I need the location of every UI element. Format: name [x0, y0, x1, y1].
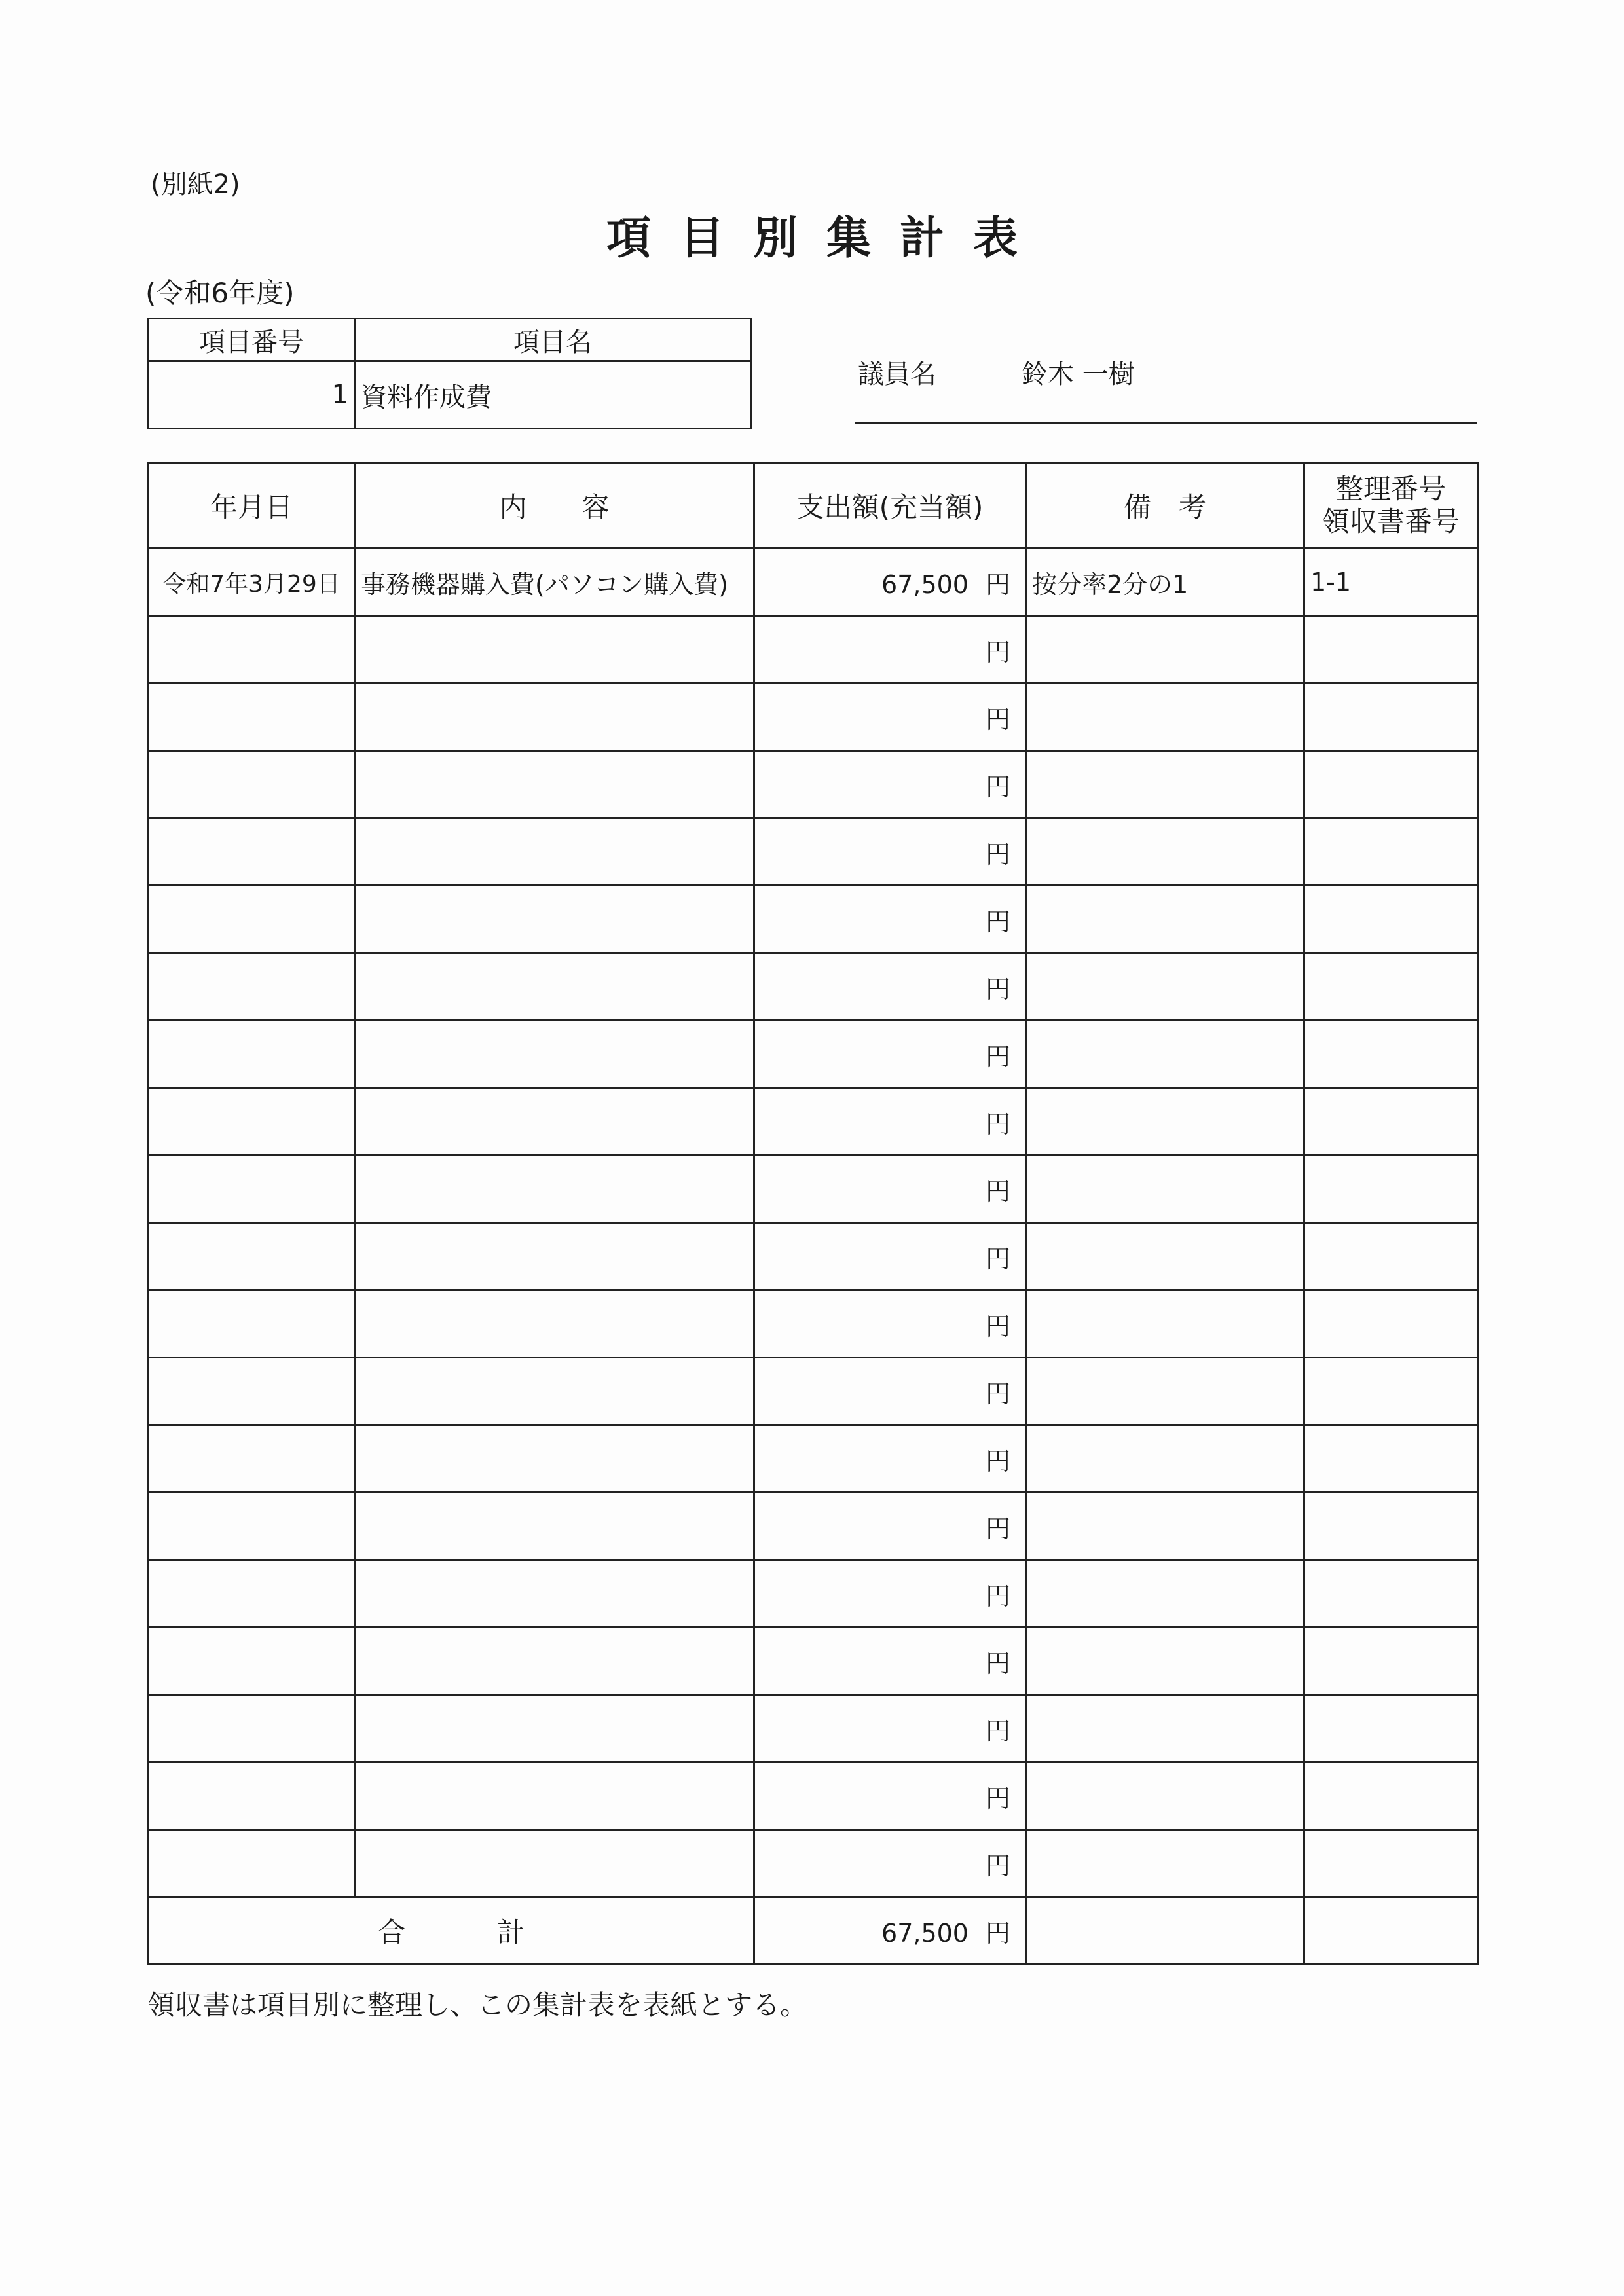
row-note — [1026, 818, 1304, 886]
row-yen: 円 — [985, 1716, 1010, 1745]
table-row — [149, 1560, 1478, 1628]
row-note — [1026, 1223, 1304, 1290]
row-date — [149, 886, 355, 953]
row-note: 按分率2分の1 — [1026, 549, 1304, 616]
row-yen: 円 — [985, 1311, 1010, 1341]
row-date — [149, 953, 355, 1021]
row-amount-cell — [754, 751, 1026, 818]
row-content — [355, 1493, 754, 1560]
row-date — [149, 1695, 355, 1762]
row-content — [355, 1156, 754, 1223]
table-row — [149, 616, 1478, 683]
row-amount-cell — [754, 1830, 1026, 1897]
row-note — [1026, 683, 1304, 751]
row-note — [1026, 1493, 1304, 1560]
row-note — [1026, 616, 1304, 683]
table-header-row — [149, 463, 1478, 549]
row-note — [1026, 1560, 1304, 1628]
row-amount-cell — [754, 886, 1026, 953]
table-row — [149, 549, 1478, 616]
row-content — [355, 1290, 754, 1358]
row-yen: 円 — [985, 1042, 1010, 1071]
row-receipt — [1304, 1493, 1478, 1560]
row-amount-cell — [754, 1156, 1026, 1223]
row-date — [149, 616, 355, 683]
total-note-cell — [1026, 1897, 1304, 1965]
row-amount-cell — [754, 1560, 1026, 1628]
row-note — [1026, 1425, 1304, 1493]
row-yen: 円 — [985, 907, 1010, 936]
row-receipt — [1304, 1290, 1478, 1358]
header-date: 年月日 — [149, 463, 355, 549]
row-receipt — [1304, 1223, 1478, 1290]
fiscal-year: (令和6年度) — [145, 277, 295, 309]
row-receipt: 1-1 — [1304, 549, 1478, 616]
row-yen: 円 — [985, 637, 1010, 666]
table-row — [149, 953, 1478, 1021]
header-amount: 支出額(充当額) — [754, 463, 1026, 549]
item-number-header: 項目番号 — [149, 319, 355, 361]
expense-table — [147, 462, 1479, 1965]
row-amount-cell — [754, 1628, 1026, 1695]
row-content — [355, 1425, 754, 1493]
row-receipt — [1304, 1695, 1478, 1762]
row-note — [1026, 1290, 1304, 1358]
row-content — [355, 1762, 754, 1830]
header-receipt-line1: 整理番号 — [1335, 473, 1446, 505]
row-content: 事務機器購入費(パソコン購入費) — [355, 549, 754, 616]
table-row — [149, 1290, 1478, 1358]
row-content — [355, 1358, 754, 1425]
row-date — [149, 1021, 355, 1088]
row-yen: 円 — [985, 839, 1010, 869]
row-content — [355, 751, 754, 818]
row-date — [149, 1358, 355, 1425]
row-content — [355, 1021, 754, 1088]
row-amount-cell — [754, 1425, 1026, 1493]
row-date: 令和7年3月29日 — [149, 549, 355, 616]
member-block — [858, 354, 1135, 391]
table-row — [149, 886, 1478, 953]
row-note — [1026, 1628, 1304, 1695]
row-content — [355, 953, 754, 1021]
total-row — [149, 1897, 1478, 1965]
row-content — [355, 1695, 754, 1762]
table-row — [149, 1695, 1478, 1762]
member-name: 鈴木 一樹 — [1022, 359, 1135, 390]
row-date — [149, 1223, 355, 1290]
row-yen: 円 — [985, 1446, 1010, 1476]
row-amount-cell — [754, 1695, 1026, 1762]
total-yen: 円 — [985, 1918, 1010, 1948]
header-content: 内 容 — [355, 463, 754, 549]
row-yen: 円 — [985, 1244, 1010, 1273]
row-date — [149, 1156, 355, 1223]
row-content — [355, 616, 754, 683]
row-date — [149, 751, 355, 818]
row-date — [149, 1762, 355, 1830]
item-name-header: 項目名 — [355, 319, 751, 361]
row-receipt — [1304, 1425, 1478, 1493]
header-receipt-line2: 領収書番号 — [1321, 505, 1460, 538]
row-receipt — [1304, 1830, 1478, 1897]
row-yen: 円 — [985, 570, 1010, 599]
row-yen: 円 — [985, 772, 1010, 801]
row-amount-cell — [754, 549, 1026, 616]
row-note — [1026, 1156, 1304, 1223]
row-receipt — [1304, 1358, 1478, 1425]
row-date — [149, 818, 355, 886]
row-content — [355, 1223, 754, 1290]
total-amount: 67,500 — [881, 1918, 969, 1948]
row-receipt — [1304, 683, 1478, 751]
row-amount-cell — [754, 683, 1026, 751]
table-row — [149, 1088, 1478, 1156]
total-label-a: 合 — [377, 1916, 405, 1948]
row-note — [1026, 1358, 1304, 1425]
row-receipt — [1304, 1021, 1478, 1088]
row-content — [355, 886, 754, 953]
row-receipt — [1304, 1762, 1478, 1830]
row-content — [355, 1830, 754, 1897]
row-note — [1026, 1762, 1304, 1830]
total-label-b: 計 — [497, 1916, 525, 1948]
row-content — [355, 818, 754, 886]
row-receipt — [1304, 886, 1478, 953]
row-receipt — [1304, 1156, 1478, 1223]
header-note: 備 考 — [1026, 463, 1304, 549]
row-amount-cell — [754, 1290, 1026, 1358]
row-yen: 円 — [985, 1783, 1010, 1813]
item-name: 資料作成費 — [355, 361, 751, 429]
table-row — [149, 1762, 1478, 1830]
row-receipt — [1304, 616, 1478, 683]
row-date — [149, 1290, 355, 1358]
row-yen: 円 — [985, 1851, 1010, 1880]
row-receipt — [1304, 953, 1478, 1021]
row-amount-cell — [754, 953, 1026, 1021]
row-note — [1026, 953, 1304, 1021]
table-row — [149, 1425, 1478, 1493]
row-content — [355, 1560, 754, 1628]
row-amount-cell — [754, 1762, 1026, 1830]
member-underline — [855, 422, 1477, 424]
page-title: 項目別集計表 — [606, 213, 1046, 264]
row-yen: 円 — [985, 704, 1010, 734]
item-table — [147, 318, 752, 429]
row-receipt — [1304, 1560, 1478, 1628]
table-row — [149, 683, 1478, 751]
row-date — [149, 1830, 355, 1897]
row-note — [1026, 1830, 1304, 1897]
row-amount: 67,500 — [881, 570, 969, 599]
row-yen: 円 — [985, 1176, 1010, 1206]
row-date — [149, 683, 355, 751]
row-yen: 円 — [985, 974, 1010, 1004]
row-content — [355, 1628, 754, 1695]
row-note — [1026, 751, 1304, 818]
row-yen: 円 — [985, 1514, 1010, 1543]
row-content — [355, 1088, 754, 1156]
row-receipt — [1304, 818, 1478, 886]
row-yen: 円 — [985, 1649, 1010, 1678]
row-yen: 円 — [985, 1109, 1010, 1139]
row-yen: 円 — [985, 1581, 1010, 1611]
row-date — [149, 1088, 355, 1156]
row-amount-cell — [754, 1493, 1026, 1560]
row-receipt — [1304, 751, 1478, 818]
total-label — [149, 1897, 754, 1965]
row-content — [355, 683, 754, 751]
table-row — [149, 1021, 1478, 1088]
annex-label: (別紙2) — [151, 170, 240, 200]
row-note — [1026, 1695, 1304, 1762]
row-receipt — [1304, 1628, 1478, 1695]
total-receipt-cell — [1304, 1897, 1478, 1965]
row-date — [149, 1560, 355, 1628]
row-note — [1026, 1021, 1304, 1088]
row-date — [149, 1425, 355, 1493]
row-date — [149, 1493, 355, 1560]
item-number: 1 — [149, 361, 355, 429]
row-amount-cell — [754, 1088, 1026, 1156]
table-row — [149, 1628, 1478, 1695]
row-note — [1026, 886, 1304, 953]
member-label: 議員名 — [858, 359, 936, 390]
row-date — [149, 1628, 355, 1695]
table-row — [149, 1156, 1478, 1223]
table-row — [149, 751, 1478, 818]
total-amount-cell — [754, 1897, 1026, 1965]
header-receipt — [1304, 463, 1478, 549]
row-amount-cell — [754, 818, 1026, 886]
row-note — [1026, 1088, 1304, 1156]
row-amount-cell — [754, 1358, 1026, 1425]
table-row — [149, 1493, 1478, 1560]
table-row — [149, 818, 1478, 886]
row-amount-cell — [754, 1223, 1026, 1290]
row-amount-cell — [754, 1021, 1026, 1088]
table-row — [149, 1223, 1478, 1290]
table-row — [149, 1830, 1478, 1897]
table-row — [149, 1358, 1478, 1425]
footnote: 領収書は項目別に整理し、この集計表を表紙とする。 — [147, 1989, 808, 2021]
row-amount-cell — [754, 616, 1026, 683]
row-yen: 円 — [985, 1379, 1010, 1408]
row-receipt — [1304, 1088, 1478, 1156]
